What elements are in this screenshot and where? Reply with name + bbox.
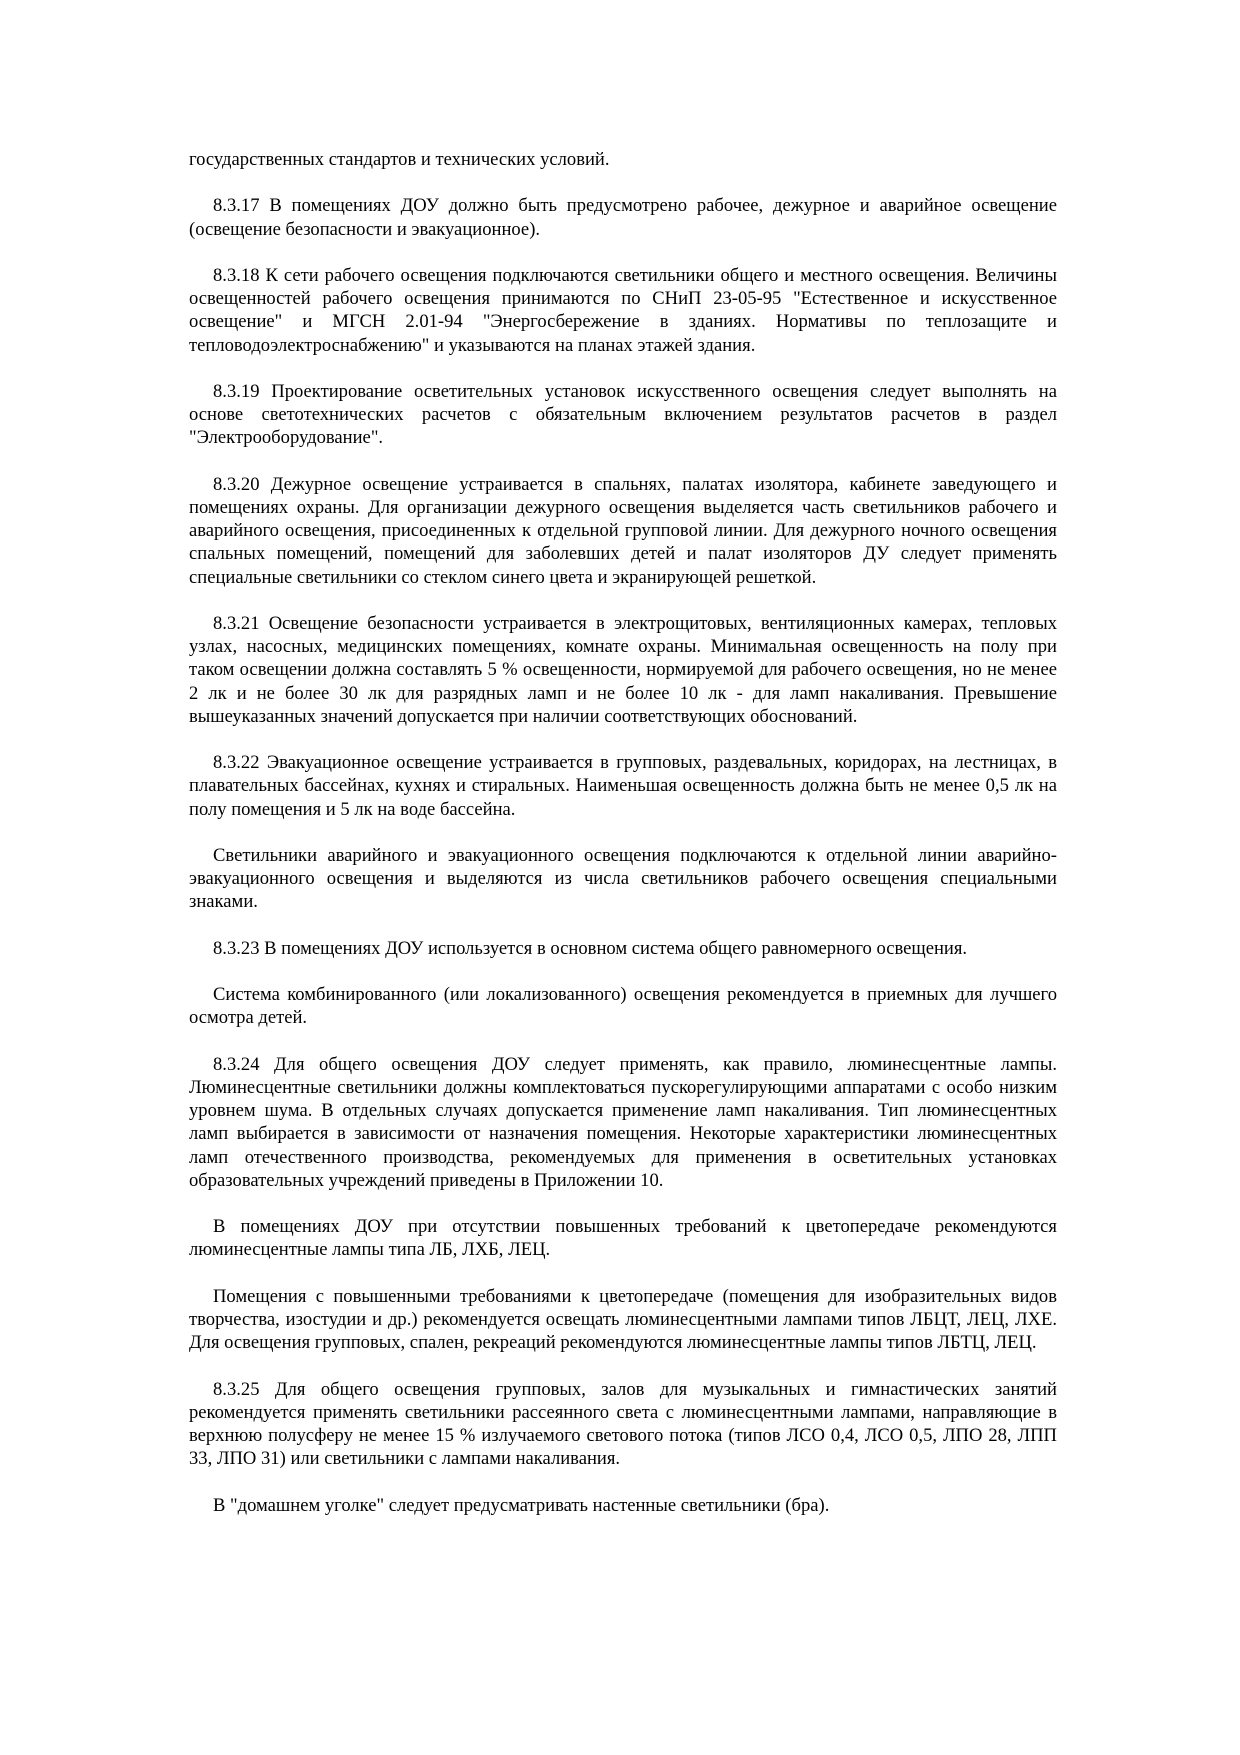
- paragraph-8-3-22: 8.3.22 Эвакуационное освещение устраивается в групповых, раздевальных, коридорах, на лестницах, в плавательных бассейнах, кухнях и стиральных. Наименьшая освещенность должна быть не менее 0,5 лк на полу помещения и 5 лк на воде бассейна.: [189, 752, 1057, 820]
- paragraph-lamp-types-color: Помещения с повышенными требованиями к цветопередаче (помещения для изобразительных видов творчества, изостудии и др.) рекомендуется освещать люминесцентными лампами типов ЛБЦТ, ЛЕЦ, ЛХЕ. Для освещения групповых, спален, рекреаций рекомендуются люминесцентные лампы типов ЛБТЦ, ЛЕЦ.: [189, 1285, 1057, 1354]
- paragraph-lamp-types-basic: В помещениях ДОУ при отсутствии повышенных требований к цветопередаче рекомендуются люминесцентные лампы типа ЛБ, ЛХБ, ЛЕЦ.: [189, 1216, 1057, 1261]
- paragraph-8-3-20: 8.3.20 Дежурное освещение устраивается в спальнях, палатах изолятора, кабинете заведующего и помещениях охраны. Для организации дежурного освещения выделяется часть светильников рабочего и аварийного освещения, присоединенных к отдельной групповой линии. Для дежурного ночного освещения спальных помещений, помещений для заболевших детей и палат изоляторов ДУ следует применять специальные светильники со стеклом синего цвета и экранирующей решеткой.: [189, 473, 1057, 588]
- paragraph-continuation: государственных стандартов и технических условий.: [189, 149, 610, 170]
- paragraph-8-3-19: 8.3.19 Проектирование осветительных установок искусственного освещения следует выполнять на основе светотехнических расчетов с обязательным включением результатов расчетов в раздел "Электрооборудование".: [189, 380, 1057, 449]
- paragraph-8-3-17: 8.3.17 В помещениях ДОУ должно быть предусмотрено рабочее, дежурное и аварийное освещение (освещение безопасности и эвакуационное).: [189, 195, 1057, 240]
- document-page: [189, 148, 1057, 1517]
- paragraph-8-3-21: 8.3.21 Освещение безопасности устраивается в электрощитовых, вентиляционных камерах, тепловых узлах, насосных, медицинских помещениях, комнате охраны. Минимальная освещенность на полу при таком освещении должна составлять 5 % освещенности, нормируемой для рабочего освещения, но не менее 2 лк и не более 30 лк для разрядных ламп и не более 10 лк - для ламп накаливания. Превышение вышеуказанных значений допускается при наличии соответствующих обоснований.: [189, 612, 1057, 727]
- paragraph-8-3-23: 8.3.23 В помещениях ДОУ используется в основном система общего равномерного освещения.: [213, 937, 968, 959]
- paragraph-home-corner: В "домашнем уголке" следует предусматривать настенные светильники (бра).: [213, 1494, 830, 1516]
- paragraph-emergency-luminaires: Светильники аварийного и эвакуационного освещения подключаются к отдельной линии аварийно-эвакуационного освещения и выделяются из числа светильников рабочего освещения специальными знаками.: [189, 844, 1057, 913]
- paragraph-8-3-18: 8.3.18 К сети рабочего освещения подключаются светильники общего и местного освещения. Величины освещенностей рабочего освещения принимаются по СНиП 23-05-95 "Естественное и искусственное освещение" и МГСН 2.01-94 "Энергосбережение в зданиях. Нормативы по теплозащите и тепловодоэлектроснабжению" и указываются на планах этажей здания.: [189, 264, 1057, 356]
- paragraph-8-3-25: 8.3.25 Для общего освещения групповых, залов для музыкальных и гимнастических занятий рекомендуется применять светильники рассеянного света с люминесцентными лампами, направляющие в верхнюю полусферу не менее 15 % излучаемого светового потока (типов ЛСО 0,4, ЛСО 0,5, ЛПО 28, ЛПП 33, ЛПО 31) или светильники с лампами накаливания.: [189, 1378, 1057, 1470]
- paragraph-8-3-24: 8.3.24 Для общего освещения ДОУ следует применять, как правило, люминесцентные лампы. Люминесцентные светильники должны комплектоваться пускорегулирующими аппаратами с особо низким уровнем шума. В отдельных случаях допускается применение ламп накаливания. Тип люминесцентных ламп выбирается в зависимости от назначения помещения. Некоторые характеристики люминесцентных ламп отечественного производства, рекомендуемых для применения в осветительных установках образовательных учреждений приведены в Приложении 10.: [189, 1053, 1057, 1191]
- paragraph-combined-lighting: Система комбинированного (или локализованного) освещения рекомендуется в приемных для лучшего осмотра детей.: [189, 984, 1057, 1029]
